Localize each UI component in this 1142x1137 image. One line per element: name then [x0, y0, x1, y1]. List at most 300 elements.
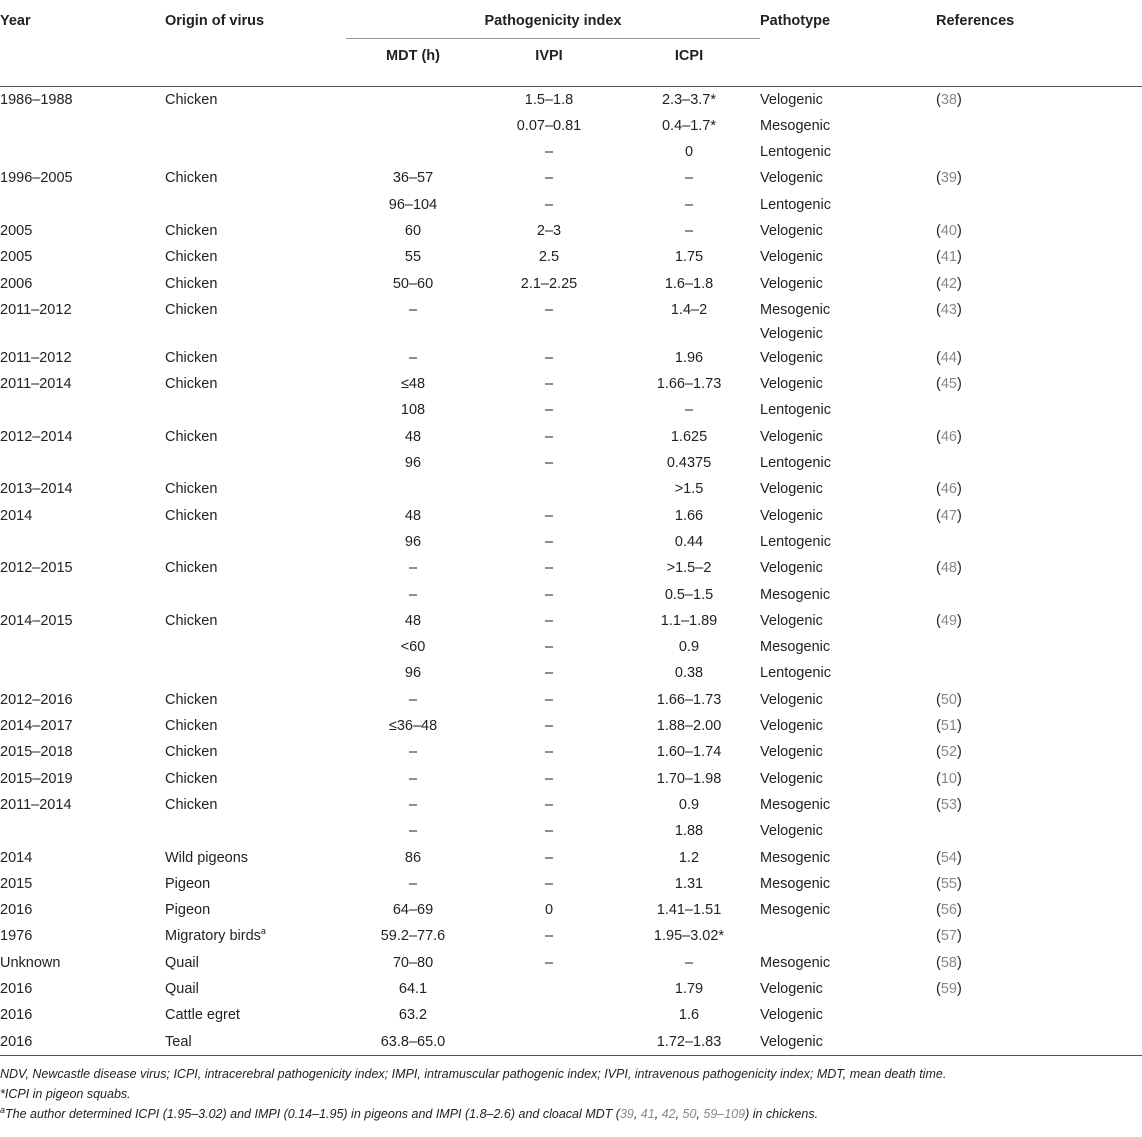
cell-icpi: – [684, 196, 694, 213]
cell-reference [936, 192, 1142, 218]
cell-reference[interactable]: (50) [936, 691, 962, 708]
cell-pathotype: Velogenic [760, 744, 823, 761]
cell-year [0, 818, 165, 844]
cell-origin [165, 113, 346, 139]
reference-link[interactable]: 10 [940, 770, 957, 787]
table-row [0, 424, 1142, 450]
reference-link[interactable]: 57 [940, 928, 957, 945]
cell-pathotype: Velogenic [760, 349, 823, 366]
cell-reference [936, 139, 1142, 165]
cell-ivpi: 2.5 [538, 249, 560, 266]
cell-icpi: – [684, 402, 694, 419]
cell-ivpi: – [544, 301, 554, 318]
cell-origin [165, 660, 346, 686]
cell-ivpi [480, 1029, 618, 1056]
cell-pathotype: Velogenic [760, 170, 823, 187]
cell-pathotype: Lentogenic [760, 402, 831, 419]
cell-year: 2015 [0, 875, 33, 892]
cell-icpi: 1.66 [674, 507, 704, 524]
cell-origin [165, 192, 346, 218]
table-row [0, 687, 1142, 713]
cell-ivpi: 1.5–1.8 [524, 91, 574, 108]
cell-mdt: – [408, 744, 418, 761]
cell-ivpi: – [544, 376, 554, 393]
reference-link[interactable]: 51 [940, 718, 957, 735]
cell-year: 2012–2016 [0, 691, 73, 708]
cell-year: 2012–2015 [0, 560, 73, 577]
cell-reference [936, 397, 1142, 423]
cell-icpi: 0.9 [678, 639, 700, 656]
cell-origin: Pigeon [165, 902, 211, 919]
table-row [0, 450, 1142, 476]
cell-year: 2011–2012 [0, 349, 72, 366]
cell-ivpi: – [544, 665, 554, 682]
footnote-star: *ICPI in pigeon squabs. [0, 1086, 131, 1101]
table-row [0, 739, 1142, 765]
cell-mdt [346, 476, 480, 502]
cell-icpi: – [684, 954, 694, 971]
table-row [0, 713, 1142, 739]
cell-reference [936, 634, 1142, 660]
cell-ivpi [480, 1002, 618, 1028]
table-row [0, 397, 1142, 423]
reference-link[interactable]: 56 [940, 902, 957, 919]
cell-mdt: 96–104 [388, 196, 438, 213]
cell-pathotype: Velogenic [760, 91, 823, 108]
cell-pathotype: Mesogenic [760, 117, 831, 134]
cell-pathotype: Velogenic [760, 249, 823, 266]
cell-reference[interactable]: (46) [936, 481, 962, 498]
cell-reference [936, 1029, 1142, 1056]
cell-icpi: 1.72–1.83 [656, 1033, 722, 1050]
cell-origin [165, 529, 346, 555]
table-row [0, 660, 1142, 686]
table-row [0, 113, 1142, 139]
table-row [0, 244, 1142, 270]
cell-origin: Chicken [165, 301, 218, 318]
table-row [0, 297, 1142, 345]
reference-link[interactable]: 44 [940, 349, 957, 366]
cell-pathotype [760, 297, 936, 345]
cell-year [0, 192, 165, 218]
cell-icpi: 1.60–1.74 [656, 744, 722, 761]
reference-link[interactable]: 42 [940, 275, 957, 292]
cell-mdt: – [408, 691, 418, 708]
cell-ivpi: – [544, 849, 554, 866]
cell-pathotype: Mesogenic [760, 639, 831, 656]
table-row [0, 766, 1142, 792]
cell-origin: Wild pigeons [165, 849, 249, 866]
cell-pathotype: Velogenic [760, 376, 823, 393]
cell-reference[interactable]: (44) [936, 349, 962, 366]
table-row [0, 86, 1142, 113]
cell-reference[interactable]: (51) [936, 718, 962, 735]
reference-link[interactable]: 38 [940, 91, 957, 108]
cell-ivpi: – [544, 612, 554, 629]
reference-link[interactable]: 41 [940, 249, 957, 266]
cell-origin: Pigeon [165, 875, 211, 892]
cell-ivpi: – [544, 170, 554, 187]
cell-ivpi: – [544, 428, 554, 445]
header-pathotype: Pathotype [760, 13, 831, 29]
cell-ivpi: – [544, 639, 554, 656]
cell-mdt: 108 [400, 402, 426, 419]
reference-link[interactable]: 46 [940, 481, 957, 498]
cell-origin: Chicken [165, 91, 218, 108]
reference-link[interactable]: 52 [940, 744, 957, 761]
footnote-reference-link[interactable]: 42 [661, 1106, 676, 1121]
cell-pathotype: Mesogenic [760, 875, 831, 892]
cell-ivpi [480, 976, 618, 1002]
cell-origin: Quail [165, 981, 199, 997]
cell-icpi: 0.9 [678, 796, 700, 813]
cell-pathotype: Velogenic [760, 428, 823, 445]
cell-reference [936, 113, 1142, 139]
cell-reference [936, 660, 1142, 686]
cell-pathotype: Velogenic [760, 1007, 823, 1024]
header-pathogenicity-index: Pathogenicity index [346, 0, 760, 38]
table-row [0, 923, 1142, 949]
cell-year: 2016 [0, 1007, 33, 1024]
cell-year: 1996–2005 [0, 170, 73, 187]
cell-year: 1986–1988 [0, 91, 73, 108]
cell-ivpi: – [544, 507, 554, 524]
table-row [0, 634, 1142, 660]
cell-mdt: – [408, 301, 418, 318]
pathotype-line: Velogenic [760, 325, 823, 342]
cell-icpi: 1.6–1.8 [664, 275, 714, 292]
cell-year [0, 450, 165, 476]
cell-ivpi: – [544, 770, 554, 787]
cell-icpi: 1.2 [678, 849, 700, 866]
cell-mdt: – [408, 770, 418, 787]
header-ivpi: IVPI [535, 47, 563, 64]
cell-ivpi: – [544, 196, 554, 213]
table-row [0, 192, 1142, 218]
table-row [0, 165, 1142, 191]
cell-reference[interactable]: (43) [936, 301, 962, 318]
reference-link[interactable]: 40 [940, 222, 957, 239]
cell-origin: Chicken [165, 770, 218, 787]
cell-origin [165, 818, 346, 844]
cell-reference[interactable]: (49) [936, 612, 962, 629]
cell-year: 2014 [0, 507, 33, 524]
cell-icpi: 1.4–2 [670, 301, 708, 318]
cell-reference[interactable]: (52) [936, 744, 962, 761]
cell-icpi: 0.5–1.5 [664, 586, 714, 603]
cell-icpi: 1.70–1.98 [656, 770, 722, 787]
table-row [0, 1029, 1142, 1056]
cell-origin [165, 397, 346, 423]
cell-icpi: >1.5–2 [666, 560, 712, 577]
cell-icpi: 1.1–1.89 [660, 612, 718, 629]
cell-ivpi [480, 476, 618, 502]
cell-year: 2016 [0, 981, 33, 997]
table-row [0, 345, 1142, 371]
cell-pathotype: Mesogenic [760, 954, 831, 971]
cell-reference[interactable]: (46) [936, 428, 962, 445]
cell-reference[interactable]: (59) [936, 981, 962, 997]
cell-mdt: 36–57 [392, 170, 434, 187]
cell-icpi: – [684, 222, 694, 239]
pathotype-line: Mesogenic [760, 301, 831, 318]
footnote-marker: a [260, 926, 266, 937]
cell-origin [165, 582, 346, 608]
cell-year [0, 397, 165, 423]
table-row [0, 818, 1142, 844]
cell-mdt: 86 [404, 849, 422, 866]
cell-icpi: 1.41–1.51 [656, 902, 722, 919]
cell-year: Unknown [0, 954, 61, 971]
cell-year: 2014–2015 [0, 612, 73, 629]
cell-ivpi: – [544, 718, 554, 735]
cell-pathotype: Velogenic [760, 560, 823, 577]
cell-icpi: 1.31 [674, 875, 704, 892]
cell-icpi: 1.6 [678, 1007, 700, 1024]
table-row [0, 871, 1142, 897]
table-row [0, 555, 1142, 581]
cell-ivpi: – [544, 954, 554, 971]
cell-mdt: – [408, 796, 418, 813]
cell-reference[interactable]: (53) [936, 796, 962, 813]
table-body [0, 86, 1142, 1055]
cell-pathotype: Velogenic [760, 222, 823, 239]
footnote-a-text-1: The author determined ICPI (1.95–3.02) and IMPI (0.14–1.95) in pigeons and IMPI (1.8–2.6) and cloacal MDT ( [5, 1106, 620, 1121]
cell-pathotype: Velogenic [760, 612, 823, 629]
reference-link[interactable]: 45 [940, 376, 957, 393]
cell-ivpi: 0.07–0.81 [516, 117, 582, 134]
cell-pathotype: Lentogenic [760, 196, 831, 213]
cell-ivpi: – [544, 560, 554, 577]
table-row [0, 845, 1142, 871]
cell-mdt: 59.2–77.6 [380, 928, 446, 945]
cell-reference[interactable]: (40) [936, 222, 962, 239]
cell-ivpi: – [544, 744, 554, 761]
cell-icpi: 1.88–2.00 [656, 718, 722, 735]
cell-icpi: 1.66–1.73 [656, 376, 722, 393]
table-row [0, 792, 1142, 818]
cell-origin: Chicken [165, 612, 218, 629]
table-row [0, 476, 1142, 502]
header-references: References [936, 13, 1015, 29]
reference-link[interactable]: 55 [940, 875, 957, 892]
table-row [0, 582, 1142, 608]
table-row [0, 371, 1142, 397]
cell-origin [165, 634, 346, 660]
cell-year: 2011–2014 [0, 376, 72, 393]
cell-mdt: 64–69 [392, 902, 434, 919]
cell-icpi: 1.66–1.73 [656, 691, 722, 708]
cell-origin: Chicken [165, 481, 218, 498]
cell-year: 2005 [0, 222, 33, 239]
cell-mdt [346, 86, 480, 113]
cell-year [0, 139, 165, 165]
cell-mdt: 96 [404, 455, 422, 472]
footnote-reference-link[interactable]: 50 [682, 1106, 697, 1121]
cell-reference[interactable]: (45) [936, 376, 962, 393]
reference-link[interactable]: 54 [940, 849, 957, 866]
cell-pathotype: Velogenic [760, 481, 823, 498]
cell-year [0, 113, 165, 139]
cell-ivpi: – [544, 586, 554, 603]
cell-year: 2015–2019 [0, 770, 73, 787]
reference-link[interactable]: 58 [940, 954, 957, 971]
reference-link[interactable]: 48 [940, 560, 957, 577]
cell-year: 2012–2014 [0, 428, 73, 445]
cell-pathotype: Mesogenic [760, 902, 831, 919]
cell-icpi: 1.625 [670, 428, 708, 445]
cell-pathotype: Velogenic [760, 275, 823, 292]
table-row [0, 950, 1142, 976]
cell-year: 2015–2018 [0, 744, 73, 761]
cell-ivpi: – [544, 875, 554, 892]
cell-year: 2011–2012 [0, 301, 72, 318]
cell-pathotype: Lentogenic [760, 455, 831, 472]
footnote-reference-link[interactable]: 39 [619, 1106, 634, 1121]
cell-origin: Chicken [165, 718, 218, 735]
cell-origin: Chicken [165, 222, 218, 239]
cell-reference[interactable]: (54) [936, 849, 962, 866]
cell-ivpi: – [544, 349, 554, 366]
cell-year: 2014 [0, 849, 33, 866]
cell-mdt: ≤48 [400, 376, 426, 393]
cell-reference[interactable]: (58) [936, 954, 962, 971]
reference-link[interactable]: 46 [940, 428, 957, 445]
cell-year: 1976 [0, 928, 33, 945]
cell-origin: Chicken [165, 796, 218, 813]
cell-reference[interactable]: (48) [936, 560, 962, 577]
reference-link[interactable]: 39 [940, 170, 957, 187]
reference-link[interactable]: 50 [940, 691, 957, 708]
reference-link[interactable]: 53 [940, 796, 957, 813]
cell-origin [165, 139, 346, 165]
cell-icpi: 1.75 [674, 249, 704, 266]
table-row [0, 529, 1142, 555]
cell-reference[interactable]: (39) [936, 170, 962, 187]
cell-pathotype: Velogenic [760, 691, 823, 708]
footnote-a [0, 1104, 1142, 1124]
table-row [0, 897, 1142, 923]
cell-reference[interactable]: (42) [936, 275, 962, 292]
cell-year: 2016 [0, 902, 33, 919]
table-row [0, 271, 1142, 297]
cell-year: 2005 [0, 249, 33, 266]
cell-reference[interactable]: (10) [936, 770, 962, 787]
cell-icpi: 1.88 [674, 823, 704, 840]
cell-mdt: 63.8–65.0 [380, 1033, 446, 1050]
cell-reference[interactable]: (55) [936, 875, 962, 892]
cell-mdt: 70–80 [392, 954, 434, 971]
cell-reference[interactable]: (47) [936, 507, 962, 524]
cell-pathotype [760, 923, 936, 949]
table-row [0, 976, 1142, 1002]
cell-mdt: 50–60 [392, 275, 434, 292]
cell-origin: Chicken [165, 275, 218, 292]
table-footnotes [0, 1056, 1142, 1124]
cell-pathotype: Velogenic [760, 1033, 823, 1050]
cell-origin: Chicken [165, 560, 218, 577]
cell-year [0, 582, 165, 608]
cell-icpi: 0.4375 [666, 455, 712, 472]
cell-origin: Chicken [165, 170, 218, 187]
footnote-a-refs[interactable]: 39, 41, 42, 50, 59–109 [619, 1106, 746, 1121]
cell-mdt: – [408, 349, 418, 366]
cell-reference [936, 1002, 1142, 1028]
reference-link[interactable]: 49 [940, 612, 957, 629]
cell-reference [936, 818, 1142, 844]
cell-reference[interactable]: (56) [936, 902, 962, 919]
cell-ivpi: 0 [544, 902, 554, 919]
cell-year: 2013–2014 [0, 481, 73, 498]
cell-year: 2014–2017 [0, 718, 73, 735]
cell-icpi: 2.3–3.7* [661, 91, 717, 108]
reference-link[interactable]: 43 [940, 301, 957, 318]
cell-year [0, 529, 165, 555]
footnote-reference-link[interactable]: 41 [640, 1106, 655, 1121]
cell-mdt: 48 [404, 612, 422, 629]
cell-mdt [346, 113, 480, 139]
cell-pathotype: Velogenic [760, 770, 823, 787]
origin-text: Migratory birds [165, 928, 261, 945]
cell-icpi: 1.96 [674, 349, 704, 366]
reference-link[interactable]: 59 [940, 981, 957, 997]
table-row [0, 608, 1142, 634]
table-row [0, 218, 1142, 244]
cell-pathotype: Mesogenic [760, 849, 831, 866]
cell-pathotype: Velogenic [760, 823, 823, 840]
cell-reference[interactable]: (38) [936, 91, 962, 108]
cell-origin: Cattle egret [165, 1007, 240, 1024]
cell-ivpi: – [544, 823, 554, 840]
cell-pathotype: Mesogenic [760, 586, 831, 603]
cell-origin: Chicken [165, 376, 218, 393]
table-row [0, 503, 1142, 529]
cell-pathotype: Velogenic [760, 507, 823, 524]
cell-icpi: 0.4–1.7* [661, 117, 717, 134]
footnote-abbreviations: NDV, Newcastle disease virus; ICPI, intracerebral pathogenicity index; IMPI, intramuscular pathogenic index; IVPI, intravenous pathogenicity index; MDT, mean death time. [0, 1066, 947, 1081]
cell-year [0, 660, 165, 686]
cell-ivpi: – [544, 928, 554, 945]
cell-ivpi: – [544, 144, 554, 161]
cell-mdt: – [408, 875, 418, 892]
footnote-reference-link[interactable]: 59–109 [703, 1106, 746, 1121]
cell-mdt: 48 [404, 428, 422, 445]
cell-pathotype: Velogenic [760, 718, 823, 735]
cell-origin: Chicken [165, 507, 218, 524]
cell-pathotype: Lentogenic [760, 665, 831, 682]
header-icpi: ICPI [674, 47, 704, 64]
cell-mdt [346, 139, 480, 165]
cell-icpi: – [684, 170, 694, 187]
cell-mdt: <60 [400, 639, 426, 656]
cell-origin [165, 450, 346, 476]
cell-pathotype: Lentogenic [760, 144, 831, 161]
cell-year [0, 634, 165, 660]
cell-reference[interactable]: (41) [936, 249, 962, 266]
cell-icpi: >1.5 [674, 481, 704, 498]
cell-origin: Quail [165, 954, 199, 971]
cell-mdt: 63.2 [398, 1007, 428, 1024]
cell-origin: Chicken [165, 249, 218, 266]
cell-reference[interactable]: (57) [936, 928, 962, 945]
cell-mdt: – [408, 586, 418, 603]
cell-ivpi: 2–3 [536, 222, 562, 239]
reference-link[interactable]: 47 [940, 507, 957, 524]
cell-icpi: 0.44 [674, 533, 704, 550]
cell-origin [165, 923, 346, 949]
cell-pathotype: Lentogenic [760, 533, 831, 550]
header-origin: Origin of virus [165, 13, 265, 29]
